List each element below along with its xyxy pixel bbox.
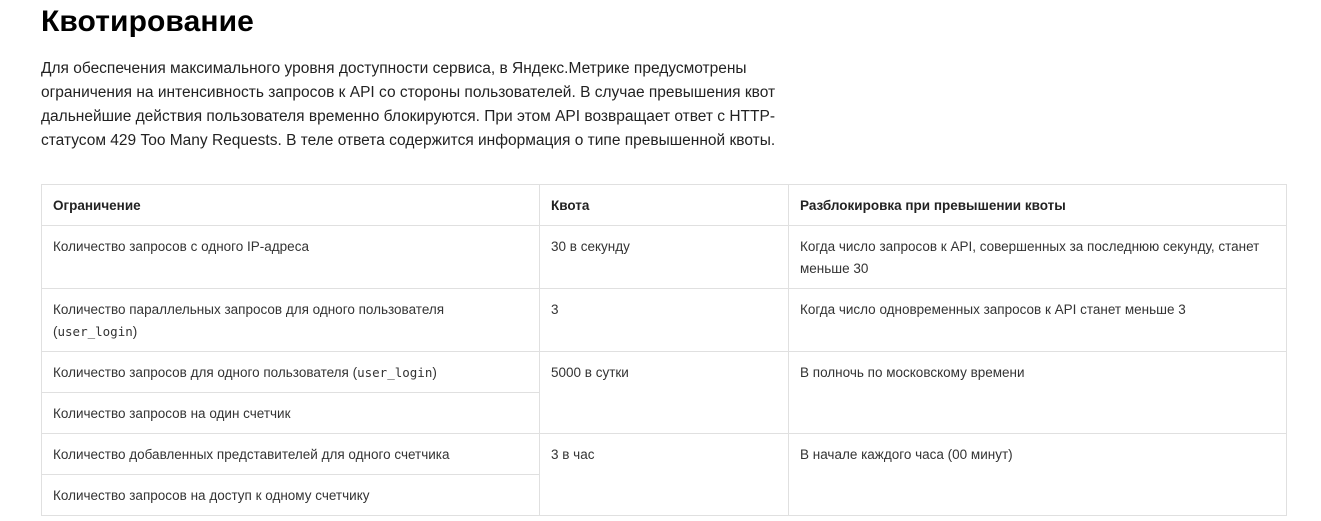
quota-cell: 3 bbox=[540, 289, 789, 352]
limit-text: Количество запросов для одного пользователя ( bbox=[53, 365, 358, 380]
quota-cell: 5000 в сутки bbox=[540, 352, 789, 434]
table-header-row bbox=[42, 185, 1287, 226]
quota-cell: 30 в секунду bbox=[540, 226, 789, 289]
user-login-code: user_login bbox=[357, 365, 433, 380]
intro-paragraph: Для обеспечения максимального уровня доступности сервиса, в Яндекс.Метрике предусмотрены ограничения на интенсивность запросов к API со стороны пользователей. В случае превышения квот дальнейшие действия пользователя временно блокируются. При этом API возвращает ответ с HTTP-статусом 429 Too Many Requests. В теле ответа содержится информация о типе превышенной квоты. bbox=[41, 60, 776, 149]
limit-cell: Количество запросов с одного IP-адреса bbox=[42, 226, 540, 289]
table-row bbox=[42, 226, 1287, 289]
limit-text-suffix: ) bbox=[432, 365, 437, 380]
page-title: Квотирование bbox=[41, 5, 254, 38]
unlock-cell: В начале каждого часа (00 минут) bbox=[789, 434, 1287, 516]
limit-cell: Количество добавленных представителей для одного счетчика bbox=[42, 434, 540, 475]
quota-table bbox=[41, 184, 1287, 516]
unlock-cell: Когда число запросов к API, совершенных за последнюю секунду, станет меньше 30 bbox=[789, 226, 1287, 289]
limit-text: Количество параллельных запросов для одного пользователя ( bbox=[53, 302, 445, 339]
header-limit: Ограничение bbox=[42, 185, 540, 226]
user-login-code: user_login bbox=[57, 324, 133, 339]
table-row bbox=[42, 289, 1287, 352]
header-quota: Квота bbox=[540, 185, 789, 226]
unlock-cell: Когда число одновременных запросов к API станет меньше 3 bbox=[789, 289, 1287, 352]
table-row bbox=[42, 434, 1287, 475]
limit-cell bbox=[42, 352, 540, 393]
quota-cell: 3 в час bbox=[540, 434, 789, 516]
unlock-cell: В полночь по московскому времени bbox=[789, 352, 1287, 434]
limit-cell bbox=[42, 289, 540, 352]
limit-text-suffix: ) bbox=[132, 324, 138, 339]
limit-cell: Количество запросов на доступ к одному счетчику bbox=[42, 475, 540, 516]
header-unlock: Разблокировка при превышении квоты bbox=[789, 185, 1287, 226]
table-row bbox=[42, 352, 1287, 393]
page bbox=[41, 0, 1286, 503]
limit-cell: Количество запросов на один счетчик bbox=[42, 393, 540, 434]
